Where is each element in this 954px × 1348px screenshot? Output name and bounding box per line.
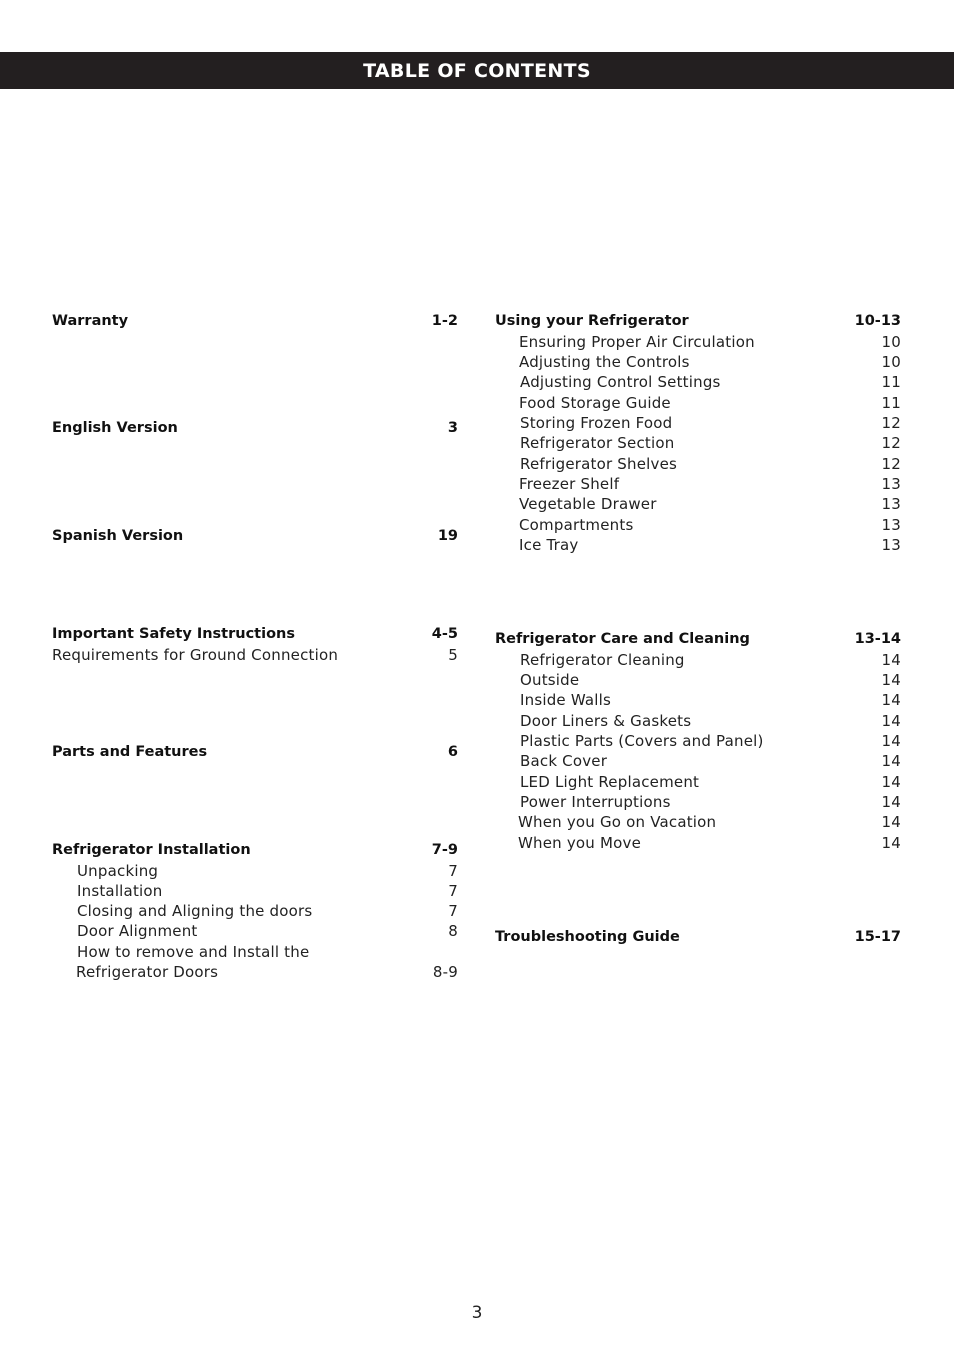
- toc-subentry-label: When you Move: [518, 834, 641, 852]
- title-banner: [0, 52, 954, 89]
- toc-subentry-label: Compartments: [519, 516, 634, 534]
- toc-subentry-frozen-food[interactable]: [495, 413, 901, 433]
- toc-subentry-unpacking[interactable]: [52, 861, 458, 881]
- toc-entry-safety-instructions[interactable]: [52, 624, 458, 644]
- toc-subentry-vegetable-drawer[interactable]: [495, 494, 901, 514]
- toc-entry-title: English Version: [52, 420, 178, 436]
- toc-subentry-label: Door Alignment: [77, 922, 198, 940]
- toc-subentry-label: Refrigerator Shelves: [520, 455, 678, 473]
- toc-subentry-back-cover[interactable]: [495, 751, 901, 771]
- toc-entry-troubleshooting[interactable]: [495, 927, 901, 947]
- toc-subentry-page: 8-9: [432, 963, 458, 981]
- toc-entry-pages: 3: [447, 420, 458, 436]
- toc-subentry-page: 12: [881, 414, 901, 432]
- toc-subentry-label: Ensuring Proper Air Circulation: [519, 333, 755, 351]
- toc-subentry-label: Unpacking: [77, 862, 159, 880]
- toc-subentry-label: Inside Walls: [520, 691, 612, 709]
- toc-entry-pages: 1-2: [431, 313, 458, 329]
- toc-subentry-label: Refrigerator Doors: [76, 963, 219, 981]
- toc-subentry-label: When you Go on Vacation: [518, 813, 717, 831]
- toc-subentry-control-settings[interactable]: [495, 372, 901, 392]
- toc-entry-warranty[interactable]: [52, 311, 458, 331]
- toc-subentry-air-circulation[interactable]: [495, 332, 901, 352]
- toc-subentry-page: 11: [881, 394, 901, 412]
- toc-subentry-label: LED Light Replacement: [520, 773, 700, 791]
- toc-subentry-label: Adjusting Control Settings: [520, 373, 721, 391]
- toc-subentry-freezer-shelf[interactable]: [495, 474, 901, 494]
- toc-entry-title: Refrigerator Installation: [52, 842, 251, 858]
- toc-subentry-compartments[interactable]: [495, 515, 901, 535]
- toc-subentry-page: 13: [881, 516, 901, 534]
- toc-subentry-food-storage[interactable]: [495, 393, 901, 413]
- toc-entry-title: Refrigerator Care and Cleaning: [495, 631, 750, 647]
- toc-subentry-door-liners[interactable]: [495, 711, 901, 731]
- toc-subentry-label: Ice Tray: [519, 536, 579, 554]
- toc-subentry-label: Power Interruptions: [520, 793, 671, 811]
- toc-entry-pages: 7-9: [431, 842, 458, 858]
- toc-subentry-label: Closing and Aligning the doors: [77, 902, 313, 920]
- toc-subentry-plastic-parts[interactable]: [495, 731, 901, 751]
- toc-subentry-label: Adjusting the Controls: [519, 353, 690, 371]
- toc-subentry-page: 12: [881, 434, 901, 452]
- toc-subentry-when-you-move[interactable]: [495, 833, 901, 853]
- toc-entry-using-refrigerator[interactable]: [495, 311, 901, 331]
- toc-subentry-label: Requirements for Ground Connection: [52, 646, 339, 664]
- toc-subentry-refrigerator-shelves[interactable]: [495, 454, 901, 474]
- toc-subentry-refrigerator-cleaning[interactable]: [495, 650, 901, 670]
- toc-subentry-label: Refrigerator Cleaning: [520, 651, 685, 669]
- toc-subentry-page: 14: [881, 732, 901, 750]
- toc-entry-parts-features[interactable]: [52, 742, 458, 762]
- toc-entry-title: Warranty: [52, 313, 129, 329]
- toc-subentry-label: Back Cover: [520, 752, 608, 770]
- toc-subentry-page: 14: [881, 651, 901, 669]
- toc-subentry-page: 7: [448, 882, 458, 900]
- toc-subentry-label: Freezer Shelf: [519, 475, 620, 493]
- toc-subentry-remove-install[interactable]: [52, 942, 458, 962]
- toc-subentry-page: 14: [881, 691, 901, 709]
- toc-subentry-page: 7: [448, 902, 458, 920]
- toc-subentry-page: 14: [881, 671, 901, 689]
- toc-subentry-label: Outside: [520, 671, 580, 689]
- toc-subentry-page: 14: [881, 813, 901, 831]
- toc-subentry-page: 14: [881, 793, 901, 811]
- toc-subentry-refrigerator-section[interactable]: [495, 433, 901, 453]
- toc-subentry-label: How to remove and Install the: [77, 943, 310, 961]
- page-title: TABLE OF CONTENTS: [363, 59, 591, 82]
- toc-subentry-label: Door Liners & Gaskets: [520, 712, 692, 730]
- toc-subentry-label: Food Storage Guide: [519, 394, 671, 412]
- toc-entry-pages: 15-17: [854, 929, 901, 945]
- toc-subentry-led-light[interactable]: [495, 772, 901, 792]
- toc-subentry-page: 13: [881, 475, 901, 493]
- toc-subentry-door-alignment[interactable]: [52, 921, 458, 941]
- toc-subentry-page: 11: [881, 373, 901, 391]
- toc-entry-pages: 4-5: [431, 626, 458, 642]
- toc-subentry-page: 8: [448, 922, 458, 940]
- toc-entry-pages: 6: [447, 744, 458, 760]
- toc-entry-installation[interactable]: [52, 840, 458, 860]
- toc-subentry-page: 13: [881, 536, 901, 554]
- toc-subentry-page: 14: [881, 834, 901, 852]
- toc-subentry-outside[interactable]: [495, 670, 901, 690]
- toc-entry-title: Spanish Version: [52, 528, 184, 544]
- toc-subentry-label: Refrigerator Section: [520, 434, 675, 452]
- toc-entry-pages: 10-13: [854, 313, 901, 329]
- toc-subentry-power-interruptions[interactable]: [495, 792, 901, 812]
- toc-subentry-closing-aligning[interactable]: [52, 901, 458, 921]
- toc-subentry-adjusting-controls[interactable]: [495, 352, 901, 372]
- page-number: 3: [471, 1303, 483, 1323]
- toc-subentry-label: Storing Frozen Food: [520, 414, 673, 432]
- toc-subentry-page: 14: [881, 752, 901, 770]
- toc-entry-pages: 19: [437, 528, 458, 544]
- toc-entry-title: Important Safety Instructions: [52, 626, 295, 642]
- toc-entry-title: Parts and Features: [52, 744, 208, 760]
- toc-subentry-ice-tray[interactable]: [495, 535, 901, 555]
- toc-subentry-page: 14: [881, 773, 901, 791]
- toc-subentry-page: 14: [881, 712, 901, 730]
- toc-entry-title: Troubleshooting Guide: [495, 929, 680, 945]
- toc-subentry-page: 7: [448, 862, 458, 880]
- toc-entry-care-cleaning[interactable]: [495, 629, 901, 649]
- toc-subentry-ground-connection[interactable]: [52, 645, 458, 665]
- toc-subentry-refrigerator-doors[interactable]: [52, 962, 458, 982]
- toc-subentry-page: 10: [881, 353, 901, 371]
- toc-subentry-installation[interactable]: [52, 881, 458, 901]
- toc-subentry-label: Installation: [77, 882, 163, 900]
- toc-subentry-page: 5: [448, 646, 458, 664]
- toc-subentry-page: 12: [881, 455, 901, 473]
- toc-subentry-page: 10: [881, 333, 901, 351]
- toc-subentry-vacation[interactable]: [495, 812, 901, 832]
- toc-entry-title: Using your Refrigerator: [495, 313, 689, 329]
- toc-entry-spanish-version[interactable]: [52, 526, 458, 546]
- toc-subentry-label: Vegetable Drawer: [519, 495, 657, 513]
- toc-subentry-page: 13: [881, 495, 901, 513]
- toc-subentry-label: Plastic Parts (Covers and Panel): [520, 732, 764, 750]
- toc-entry-pages: 13-14: [854, 631, 901, 647]
- toc-subentry-inside-walls[interactable]: [495, 690, 901, 710]
- toc-entry-english-version[interactable]: [52, 418, 458, 438]
